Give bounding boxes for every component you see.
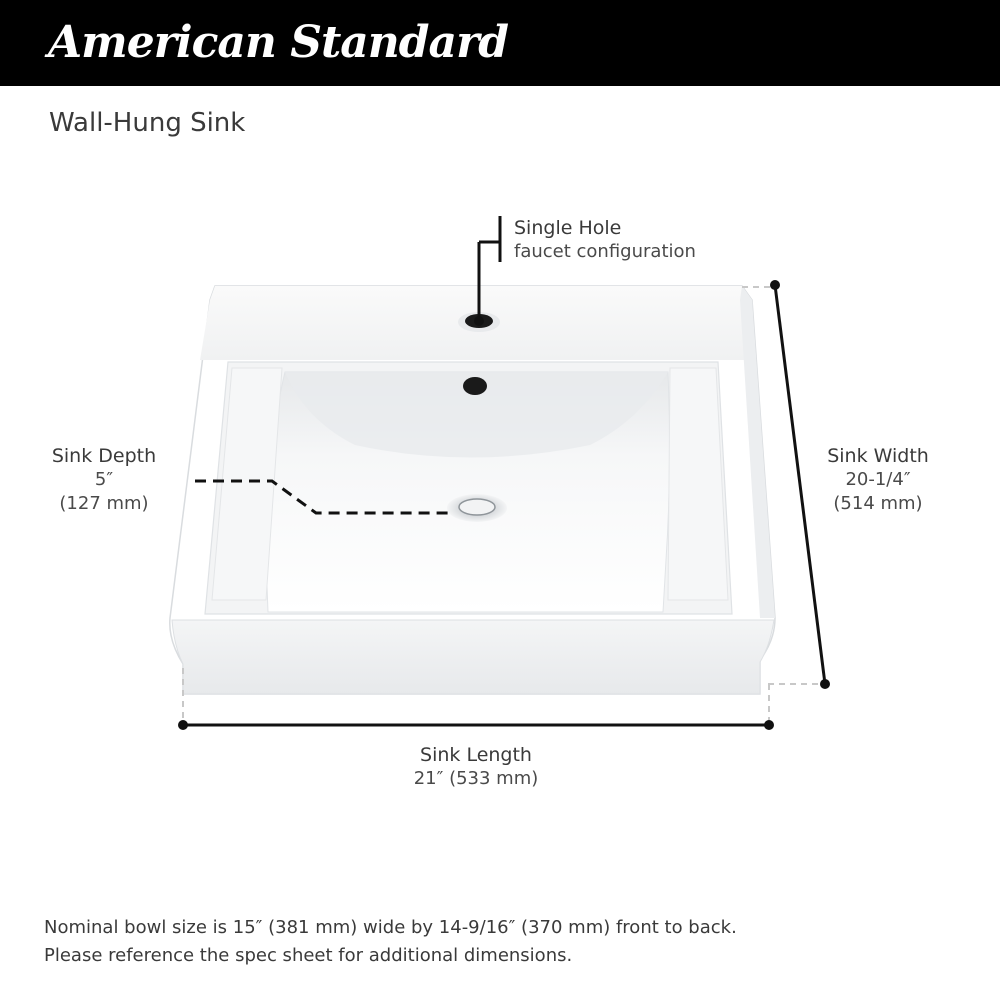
sink-body <box>170 286 775 694</box>
width-callout-metric: (514 mm) <box>833 493 923 514</box>
depth-callout <box>34 444 174 516</box>
overflow-hole <box>463 377 487 395</box>
american-standard-logo: American Standard <box>48 17 509 68</box>
faucet-callout <box>514 216 696 264</box>
faucet-callout-sub: faucet configuration <box>514 241 696 262</box>
width-callout <box>808 444 948 516</box>
width-callout-title: Sink Width <box>827 445 929 467</box>
footnote-line-2: Please reference the spec sheet for additional dimensions. <box>44 945 573 966</box>
faucet-callout-title: Single Hole <box>514 217 622 239</box>
width-callout-value: 20-1/4″ <box>845 469 911 490</box>
depth-callout-metric: (127 mm) <box>59 493 149 514</box>
drain <box>447 494 507 522</box>
depth-callout-title: Sink Depth <box>51 445 157 467</box>
length-callout-title: Sink Length <box>420 744 532 766</box>
length-callout <box>376 743 576 791</box>
footnote-line-1: Nominal bowl size is 15″ (381 mm) wide by 14-9/16″ (370 mm) front to back. <box>44 917 737 938</box>
footnote <box>44 914 964 970</box>
faucet-callout-dot <box>474 316 484 326</box>
length-callout-value: 21″ (533 mm) <box>413 768 539 789</box>
depth-callout-value: 5″ <box>94 469 114 490</box>
page-title: Wall-Hung Sink <box>49 108 246 138</box>
